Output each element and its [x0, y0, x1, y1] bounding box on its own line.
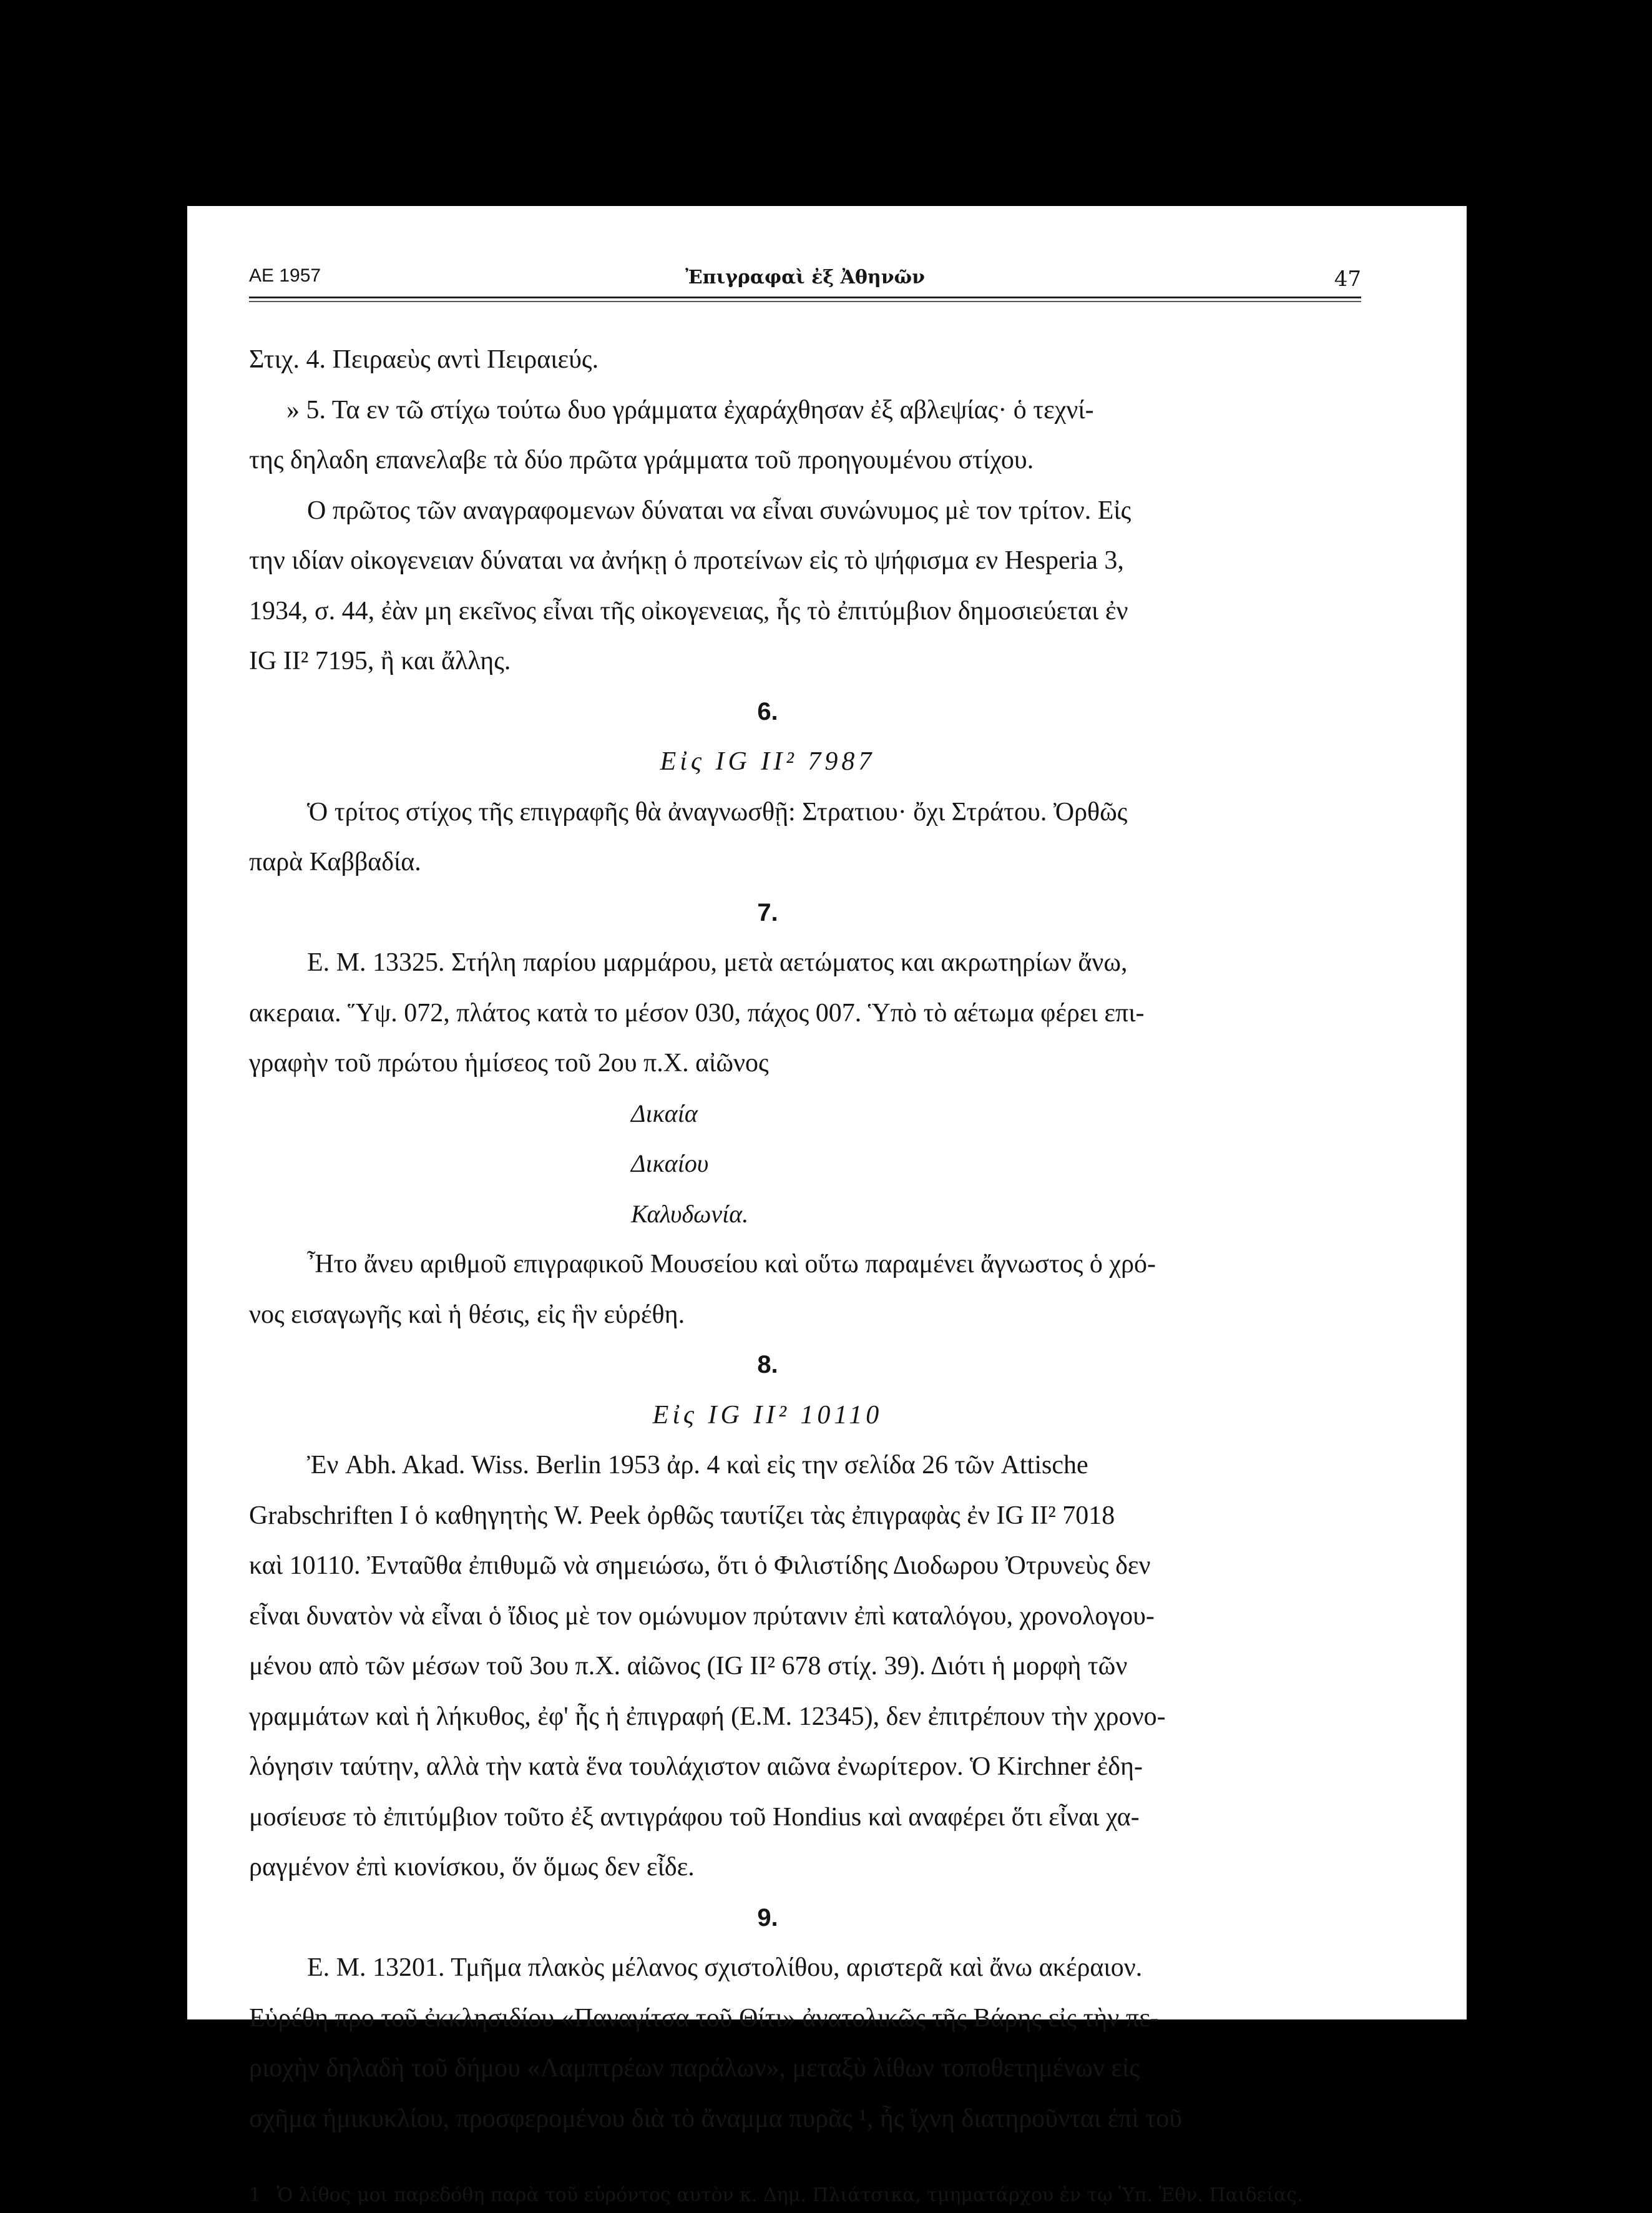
paragraph-line: μοσίευσε τὸ ἐπιτύμβιον τοῦτο ἐξ αντιγράφου τοῦ Hondius καὶ αναφέρει ὅτι εἶναι χα- — [249, 1802, 1140, 1832]
paragraph-line: » 5. Τα εν τῶ στίχω τούτω δυο γράμματα ἐχαράχθησαν ἐξ αβλεψίας· ὁ τεχνί- — [286, 395, 1094, 424]
inscription-line: Δικαίου — [631, 1149, 709, 1177]
paragraph-line: ριοχὴν δηλαδὴ τοῦ δήμου «Λαμπτρέων παράλων», μεταξὺ λίθων τοποθετημένων εἰς — [249, 2054, 1140, 2083]
footnote-text: Ὁ λίθος μοι παρεδόθη παρὰ τοῦ εὑρόντος αυτὸν κ. Δημ. Πλιάτσικα, τμηματάρχου ἐν τῳ Ὑπ. Ἐθν. Παιδείας. — [276, 2184, 1303, 2206]
journal-reference: ΑΕ 1957 — [249, 265, 321, 286]
paragraph-line: γραμμάτων καὶ ἡ λήκυθος, ἐφ' ἧς ἡ ἐπιγραφή (Ε.Μ. 12345), δεν ἐπιτρέπουν τὴν χρονο- — [249, 1702, 1166, 1731]
body-text — [249, 335, 1361, 2144]
paragraph-line: Στιχ. 4. Πειραεὺς αντὶ Πειραιεύς. — [249, 345, 599, 374]
paragraph-line: Ἐν Abh. Akad. Wiss. Berlin 1953 ἀρ. 4 καὶ εἰς την σελίδα 26 τῶν Attische — [307, 1451, 1088, 1479]
header-rule — [249, 301, 1361, 302]
section-number-6: 6. — [757, 697, 778, 725]
paragraph-line: Ε. Μ. 13201. Τμῆμα πλακὸς μέλανος σχιστολίθου, αριστερᾶ καὶ ἄνω ακέραιον. — [307, 1953, 1143, 1982]
inscription-line: Δικαία — [631, 1099, 698, 1127]
inscription-line: Καλυδωνία. — [631, 1199, 749, 1228]
section-number-9: 9. — [757, 1903, 778, 1931]
paragraph-line: Ὁ τρίτος στίχος τῆς επιγραφῆς θὰ ἀναγνωσθῇ: Στρατιου· ὄχι Στράτου. Ὀρθῶς — [307, 797, 1128, 827]
paragraph-line: 1934, σ. 44, ἐὰν μη εκεῖνος εἶναι τῆς οἰκογενειας, ἧς τὸ ἐπιτύμβιον δημοσιεύεται ἐν — [249, 596, 1128, 626]
paragraph-line: Grabschriften I ὁ καθηγητὴς W. Peek ὀρθῶς ταυτίζει τὰς ἐπιγραφὰς ἐν IG II² 7018 — [249, 1501, 1115, 1530]
paragraph-line: την ιδίαν οἰκογενειαν δύναται να ἀνήκῃ ὁ προτείνων εἰς τὸ ψήφισμα εν Hesperia 3, — [249, 546, 1124, 575]
section-reference-6: Εἰς IG II² 7987 — [660, 747, 876, 776]
footnote — [249, 2183, 1361, 2208]
paragraph-line: ακεραια. Ὕψ. 072, πλάτος κατὰ το μέσον 030, πάχος 007. Ὑπὸ τὸ αέτωμα φέρει επι- — [249, 998, 1145, 1028]
paragraph-line: εἶναι δυνατὸν νὰ εἶναι ὁ ἴδιος μὲ τον ομώνυμον πρύτανιν ἐπὶ καταλόγου, χρονολογου- — [249, 1601, 1155, 1631]
paragraph-line: σχῆμα ἡμικυκλίου, προσφερομένου διὰ τὸ ἄναμμα πυρᾶς ¹, ἧς ἴχνη διατηροῦνται ἐπὶ τοῦ — [249, 2104, 1183, 2133]
section-number-7: 7. — [757, 898, 778, 926]
paragraph-line: γραφὴν τοῦ πρώτου ἡμίσεος τοῦ 2ου π.Χ. αἰῶνος — [249, 1049, 769, 1077]
paragraph-line: Εὑρέθη προ τοῦ ἐκκλησιδίου «Παναγίτσα τοῦ Θίτι» ἀνατολικῶς τῆς Βάρης εἰς τὴν πε- — [249, 2003, 1159, 2033]
footnote-number: 1 — [249, 2184, 261, 2206]
paragraph-line: λόγησιν ταύτην, αλλὰ τὴν κατὰ ἕνα τουλάχιστον αιῶνα ἐνωρίτερον. Ὁ Kirchner ἐδη- — [249, 1752, 1143, 1781]
paragraph-line: μένου απὸ τῶν μέσων τοῦ 3ου π.Χ. αἰῶνος (IG II² 678 στίχ. 39). Διότι ἡ μορφὴ τῶν — [249, 1652, 1128, 1681]
paragraph-line: παρὰ Καββαδία. — [249, 848, 421, 876]
document-page — [187, 206, 1467, 2206]
page-content — [249, 258, 1361, 2208]
paragraph-line: Ο πρῶτος τῶν αναγραφομενων δύναται να εἶναι συνώνυμος μὲ τον τρίτον. Εἰς — [307, 496, 1131, 525]
page-number: 47 — [1334, 267, 1361, 292]
paragraph-line: καὶ 10110. Ἐνταῦθα ἐπιθυμῶ νὰ σημειώσω, ὅτι ὁ Φιλιστίδης Διοδωρου Ὀτρυνεὺς δεν — [249, 1551, 1151, 1580]
paragraph-line: Ἦτο ἄνευ αριθμοῦ επιγραφικοῦ Μουσείου καὶ οὕτω παραμένει ἄγνωστος ὁ χρό- — [307, 1250, 1156, 1278]
section-number-8: 8. — [757, 1351, 778, 1378]
paragraph-line: IG II² 7195, ἢ και ἄλλης. — [249, 647, 511, 675]
paragraph-line: Ε. Μ. 13325. Στήλη παρίου μαρμάρου, μετὰ αετώματος και ακρωτηρίων ἄνω, — [307, 948, 1128, 977]
paragraph-line: νος εισαγωγῆς καὶ ἡ θέσις, εἰς ἣν εὑρέθη. — [249, 1300, 685, 1329]
running-header — [249, 258, 1361, 298]
running-title: Ἐπιγραφαὶ ἐξ Ἀθηνῶν — [685, 267, 925, 288]
paragraph-line: ραγμένον ἐπὶ κιονίσκου, ὅν ὅμως δεν εἶδε. — [249, 1853, 695, 1882]
section-reference-8: Εἰς IG II² 10110 — [652, 1400, 883, 1430]
paragraph-line: της δηλαδη επανελαβε τὰ δύο πρῶτα γράμματα τοῦ προηγουμένου στίχου. — [249, 446, 1034, 474]
